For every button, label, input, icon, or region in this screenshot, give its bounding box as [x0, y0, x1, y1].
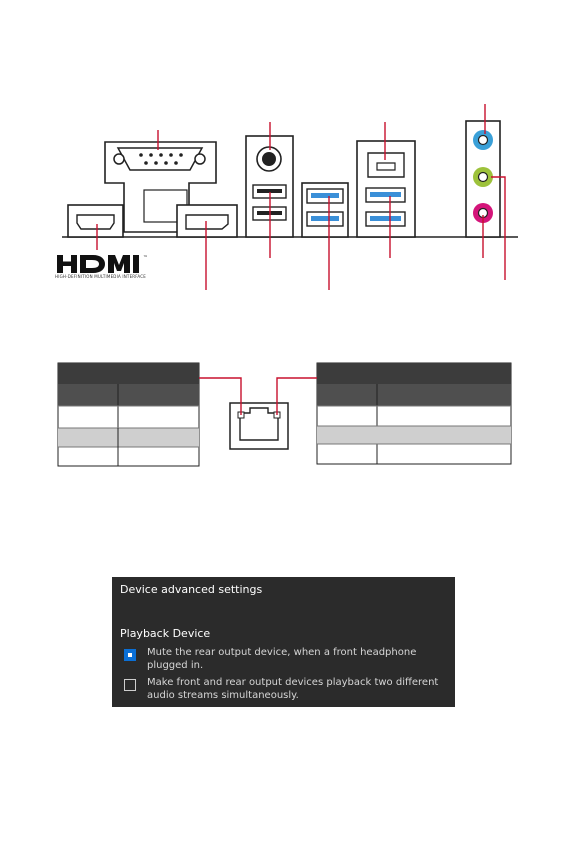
- two-streams-checkbox[interactable]: [124, 679, 136, 691]
- right-led-table: [317, 363, 511, 464]
- hdmi-logo: [55, 253, 155, 275]
- mute-rear-checkbox[interactable]: [124, 649, 136, 661]
- hdmi-tagline: HIGH-DEFINITION MULTIMEDIA INTERFACE: [55, 274, 147, 279]
- hdmi-port: [68, 205, 123, 237]
- displayport-port: [177, 205, 237, 237]
- mute-rear-label: Mute the rear output device, when a front headphone plugged in.: [147, 647, 417, 671]
- panel-heading: Device advanced settings: [120, 583, 263, 596]
- playback-device-label: Playback Device: [120, 627, 211, 640]
- device-advanced-settings-panel: [112, 577, 455, 707]
- trademark-symbol: ™: [143, 255, 148, 261]
- mute-rear-option[interactable]: [124, 647, 447, 672]
- lan-led-diagram: [0, 355, 567, 470]
- lan-usb3-column: [357, 141, 415, 237]
- lan-jack-icon: [230, 403, 288, 449]
- usb3-column: [302, 183, 348, 237]
- two-streams-label: Make front and rear output devices playback two different audio streams simultaneously.: [147, 677, 439, 701]
- two-streams-option[interactable]: [124, 677, 447, 702]
- left-led-table: [58, 363, 199, 466]
